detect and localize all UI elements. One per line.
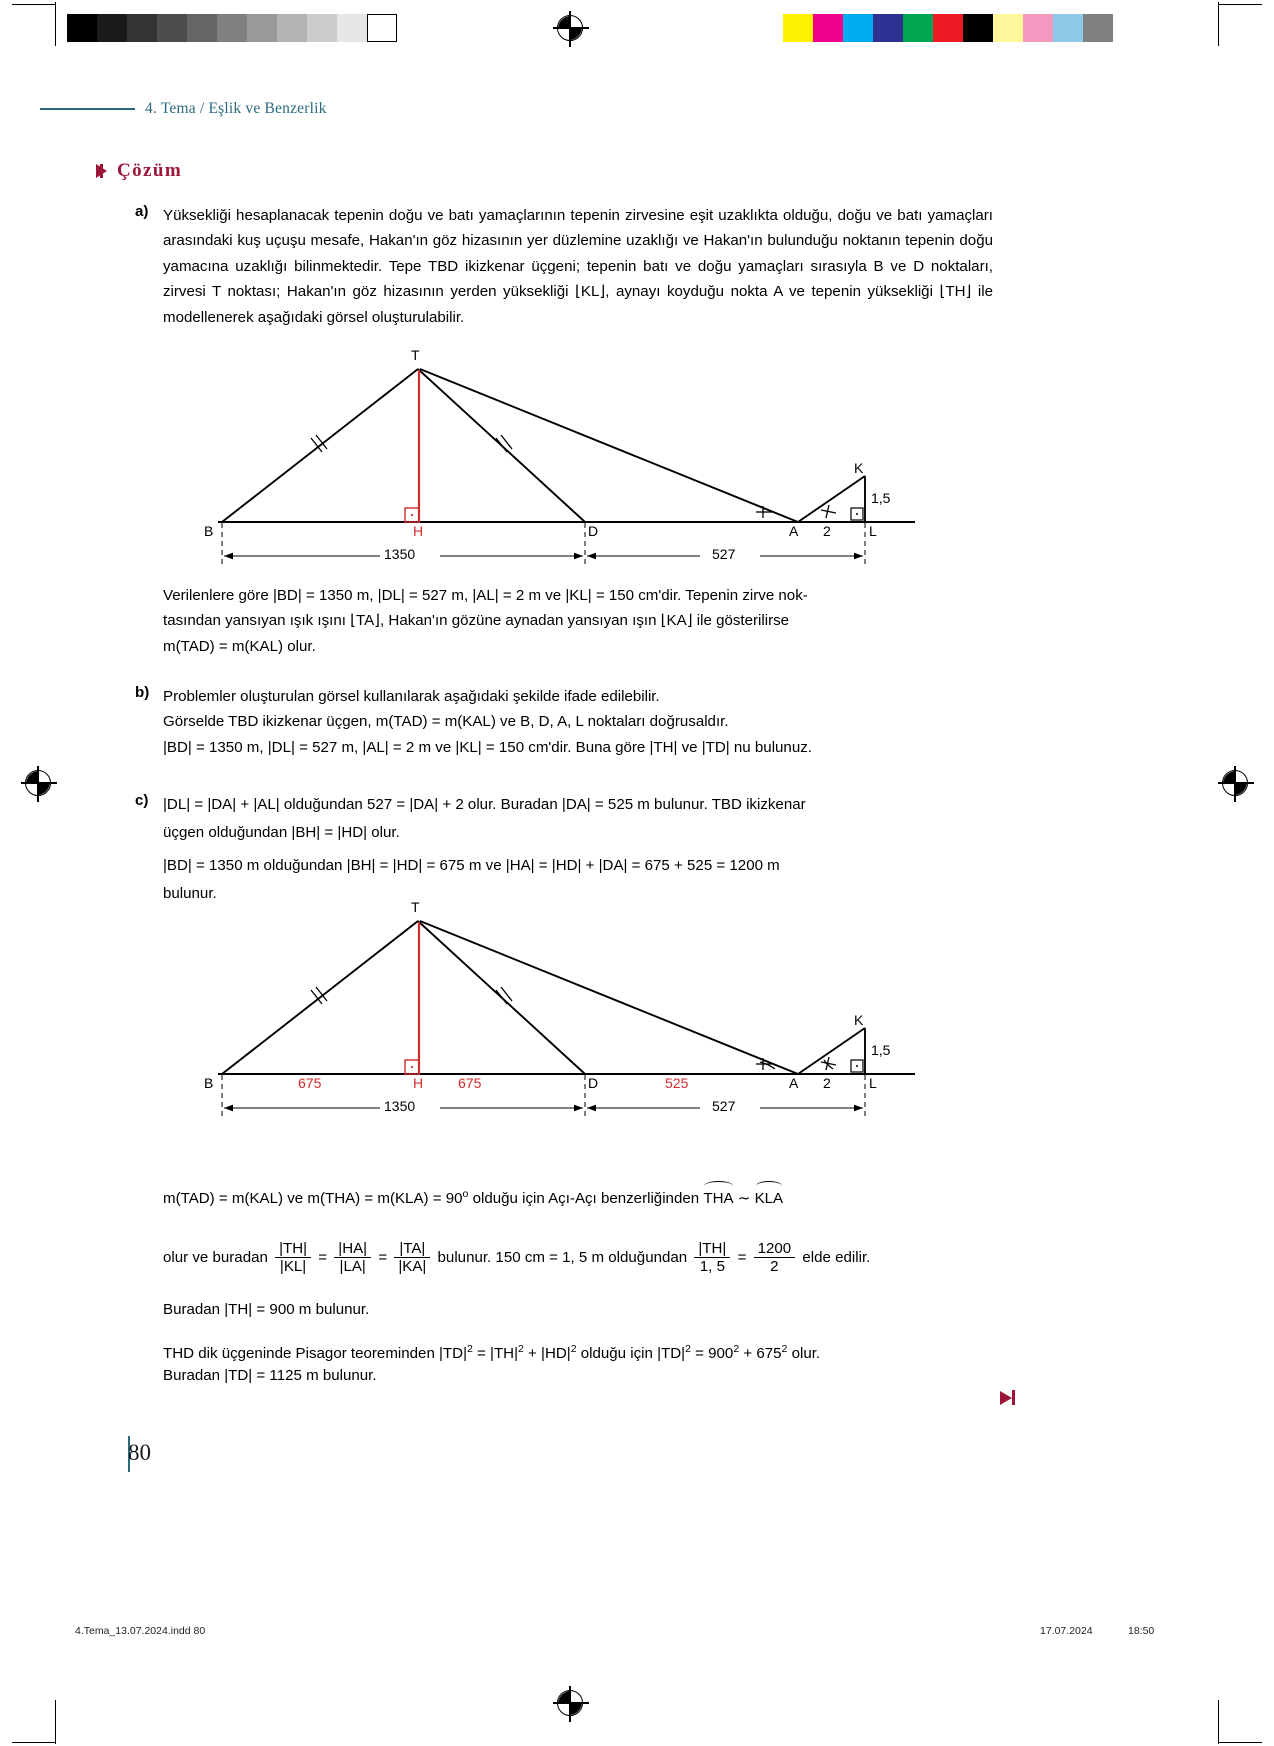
proof-degree-sup: o — [462, 1188, 469, 1200]
diagram1-label-K: K — [854, 460, 864, 476]
registration-target-bottom — [557, 1690, 583, 1716]
diagram2-segment-DA: 525 — [665, 1075, 689, 1091]
crop-mark-bottom-left-h — [12, 1742, 56, 1743]
part-c-marker: c) — [135, 792, 149, 809]
diagram1-dim-1350: 1350 — [384, 546, 416, 562]
gray-swatch-5 — [217, 14, 247, 42]
given-prefix: Verilenlere göre — [163, 587, 269, 604]
running-head-text: 4. Tema / Eşlik ve Benzerlik — [145, 100, 327, 117]
diagram1-label-2: 2 — [823, 523, 831, 539]
color-swatch-9 — [1053, 14, 1083, 42]
color-swatch-7 — [993, 14, 1023, 42]
crop-mark-top-right-h — [1218, 4, 1262, 5]
pyth-e: = 900 — [690, 1345, 734, 1363]
solution-heading — [100, 160, 182, 182]
diagram2-dim-527: 527 — [712, 1098, 736, 1114]
gray-swatch-6 — [247, 14, 277, 42]
color-swatch-2 — [843, 14, 873, 42]
gray-swatch-9 — [337, 14, 367, 42]
pyth-sup-1: 2 — [467, 1343, 473, 1355]
given-values-line-2: tasından yansıyan ışık ışını ⌊TA⌋, Hakan'ın gözüne aynadan yansıyan ışın ⌊KA⌋ ile gösterilirse — [163, 612, 790, 629]
pyth-d: olduğu için |TD| — [576, 1345, 686, 1363]
part-c-line-2: üçgen olduğundan |BH| = |HD| olur. — [163, 824, 400, 841]
crop-mark-bottom-right-h — [1218, 1742, 1262, 1743]
color-swatch-8 — [1023, 14, 1053, 42]
fraction-ha-la: $\frac{|HA|}{|LA|}$ — [334, 1240, 371, 1276]
pyth-sup-5: 2 — [733, 1343, 740, 1355]
equals-1: = — [318, 1248, 328, 1266]
part-b-line-3: |BD| = 1350 m, |DL| = 527 m, |AL| = 2 m ve |KL| = 150 cm'dir. Buna göre |TH| ve |TD| nu bulunuz. — [163, 739, 812, 756]
crop-mark-left-vertical — [55, 2, 56, 46]
color-swatch-3 — [873, 14, 903, 42]
gray-swatch-7 — [277, 14, 307, 42]
diagram-1-svg — [200, 360, 940, 575]
diagram2-segment-HD: 675 — [458, 1075, 482, 1091]
diagram2-label-K: K — [854, 1012, 864, 1028]
pyth-b: = |TH| — [472, 1345, 519, 1363]
pyth-sup-3: 2 — [570, 1343, 577, 1355]
gray-swatch-4 — [187, 14, 217, 42]
proof-line-1 — [163, 1180, 993, 1213]
part-b-line-2: Görselde TBD ikizkenar üçgen, m(TAD) = m(KAL) ve B, D, A, L noktaları doğrusaldır. — [163, 713, 729, 730]
diagram2-label-A: A — [789, 1075, 799, 1091]
part-b-marker: b) — [135, 684, 150, 701]
crop-mark-bottom-left — [55, 1700, 56, 1744]
pyth-sup-2: 2 — [518, 1343, 524, 1355]
diagram2-label-L: L — [869, 1075, 877, 1091]
proof-line-2-lead: olur ve buradan — [163, 1248, 268, 1266]
similarity-symbol: ∼ — [737, 1190, 751, 1208]
equals-2: = — [378, 1248, 388, 1266]
page-number: 80 — [128, 1440, 151, 1465]
diagram1-label-L: L — [869, 523, 877, 539]
proof-line-5: Buradan |TD| = 1125 m bulunur. — [163, 1367, 377, 1384]
given-values: |BD| = 1350 m, |DL| = 527 m, |AL| = 2 m ve |KL| = 150 cm'dir. Tepenin zirve nok- — [272, 587, 808, 604]
part-a-text: Yüksekliği hesaplanacak tepenin doğu ve batı yamaçlarının tepenin zirvesine eşit uzaklıkta olduğu, doğu ve batı yamaçları arasındaki kuş uçuşu mesafe, Hakan'ın göz hizasının yer düzlemine uzaklığı ve Hakan'ın bulunduğu noktanın tepenin doğu yamacına uzaklığı bilinmektedir. Tepe TBD ikizkenar üçgeni; tepenin batı ve doğu yamaçları sırasıyla B ve D noktaları, zirvesi T noktası; Hakan'ın göz hizasının yerden yüksekliği ⌊KL⌋, aynayı koyduğu nokta A ve tepenin yüksekliği ⌊TH⌋ ile modellenerek aşağıdaki görsel oluşturulabilir. — [163, 207, 993, 326]
equals-3: = — [737, 1248, 747, 1266]
diagram2-label-2: 2 — [823, 1075, 831, 1091]
registration-target-left — [25, 770, 51, 796]
fraction-th-15: $\frac{|TH|}{1, 5}$ — [694, 1240, 730, 1276]
print-registration-bar — [0, 0, 1274, 56]
fraction-1200-2: $\frac{1200}{2}$ — [754, 1240, 796, 1276]
continue-bar-icon — [1012, 1390, 1015, 1405]
color-swatch-6 — [963, 14, 993, 42]
diagram1-label-1-5: 1,5 — [871, 490, 891, 506]
color-swatch-10 — [1083, 14, 1113, 42]
proof-similar-left: THA — [703, 1182, 733, 1213]
proof-line-2-mid: bulunur. 150 cm = 1, 5 m olduğundan — [437, 1248, 688, 1266]
pyth-sup-4: 2 — [685, 1343, 691, 1355]
pyth-sup-6: 2 — [781, 1343, 788, 1355]
diagram1-dim-527: 527 — [712, 546, 736, 562]
diagram-2-svg — [200, 912, 940, 1127]
proof-line-3: Buradan |TH| = 900 m bulunur. — [163, 1301, 370, 1318]
pyth-c: + |HD| — [523, 1345, 571, 1363]
proof-line-1-text-a: m(TAD) = m(KAL) ve m(THA) = m(KLA) = 90 — [163, 1190, 463, 1208]
proof-similar-right: KLA — [755, 1182, 784, 1213]
pyth-f: + 675 — [739, 1345, 782, 1363]
diagram1-label-A: A — [789, 523, 799, 539]
continue-marker — [1000, 1390, 1015, 1405]
color-swatch-4 — [903, 14, 933, 42]
diagram2-label-B: B — [204, 1075, 214, 1091]
grayscale-swatch-strip — [67, 14, 397, 47]
play-triangle-icon — [96, 164, 107, 178]
registration-target-right — [1222, 770, 1248, 796]
diagram2-label-D: D — [588, 1075, 599, 1091]
diagram1-label-T: T — [411, 347, 420, 363]
part-b-line-1: Problemler oluşturulan görsel kullanılarak aşağıdaki şekilde ifade edilebilir. — [163, 688, 660, 705]
diagram2-label-1-5: 1,5 — [871, 1042, 891, 1058]
footer-date: 17.07.2024 — [1040, 1625, 1093, 1637]
continue-triangle-icon — [1000, 1391, 1012, 1405]
diagram1-label-B: B — [204, 523, 214, 539]
part-c-line-3: |BD| = 1350 m olduğundan |BH| = |HD| = 675 m ve |HA| = |HD| + |DA| = 675 + 525 = 1200 m — [163, 857, 780, 874]
diagram2-segment-BH: 675 — [298, 1075, 322, 1091]
proof-line-2-tail: elde edilir. — [802, 1248, 871, 1266]
part-c-line-4: bulunur. — [163, 885, 217, 902]
gray-swatch-8 — [307, 14, 337, 42]
gray-swatch-0 — [67, 14, 97, 42]
color-swatch-strip — [783, 14, 1113, 47]
fraction-th-kl: $\frac{|TH|}{|KL|}$ — [275, 1240, 311, 1276]
diagram-model-2 — [200, 899, 940, 1127]
proof-line-2 — [163, 1240, 1003, 1276]
crop-mark-right-vertical — [1218, 2, 1219, 46]
diagram2-label-T: T — [411, 899, 420, 915]
gray-swatch-3 — [157, 14, 187, 42]
part-c-line-1: |DL| = |DA| + |AL| olduğundan 527 = |DA| + 2 olur. Buradan |DA| = 525 m bulunur. TBD ikizkenar — [163, 796, 806, 813]
footer-time: 18:50 — [1128, 1625, 1155, 1637]
gray-swatch-1 — [97, 14, 127, 42]
footer-filename: 4.Tema_13.07.2024.indd 80 — [75, 1625, 206, 1637]
diagram2-label-H: H — [413, 1075, 424, 1091]
crop-mark-top-left-h — [12, 4, 56, 5]
diagram1-label-H: H — [413, 523, 424, 539]
running-head-rule — [40, 108, 135, 109]
proof-line-1-text-b: olduğu için Açı-Açı benzerliğinden — [468, 1190, 700, 1208]
diagram2-dim-1350: 1350 — [384, 1098, 416, 1114]
pyth-a: THD dik üçgeninde Pisagor teoreminden |TD| — [163, 1345, 467, 1363]
color-swatch-0 — [783, 14, 813, 42]
given-values-line-3: m(TAD) = m(KAL) olur. — [163, 638, 316, 655]
running-head — [40, 100, 640, 118]
diagram-model-1 — [200, 347, 940, 575]
registration-target-top — [557, 15, 583, 41]
pyth-g: olur. — [787, 1345, 821, 1363]
diagram1-label-D: D — [588, 523, 599, 539]
crop-mark-bottom-right — [1218, 1700, 1219, 1744]
color-swatch-5 — [933, 14, 963, 42]
gray-swatch-2 — [127, 14, 157, 42]
part-a-marker: a) — [135, 203, 149, 220]
color-swatch-1 — [813, 14, 843, 42]
given-values-line-1 — [163, 583, 993, 608]
gray-swatch-10 — [367, 14, 397, 42]
solution-heading-label: Çözüm — [117, 160, 183, 181]
fraction-ta-ka: $\frac{|TA|}{|KA|}$ — [394, 1240, 430, 1276]
